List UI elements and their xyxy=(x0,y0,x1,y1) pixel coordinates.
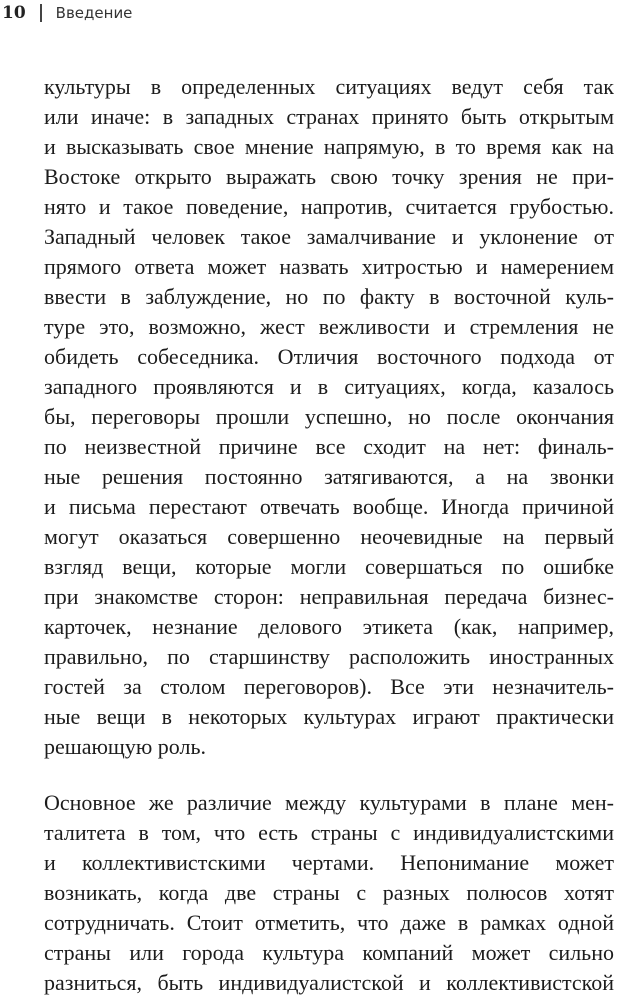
text-line: бы, переговоры прошли успешно, но после окончания xyxy=(44,404,614,429)
text-line: туре это, возможно, жест вежливости и стремления не xyxy=(44,314,614,339)
text-line: решающую роль. xyxy=(44,734,207,759)
text-line: западного проявляются и в ситуациях, когда, казалось xyxy=(44,374,614,399)
text-line: разниться, быть индивидуалистской и коллективистской xyxy=(44,970,614,995)
text-line: взгляд вещи, которые могли совершаться по ошибке xyxy=(44,554,614,579)
text-line: ные вещи в некоторых культурах играют практически xyxy=(44,704,614,729)
text-line: и коллективистскими чертами. Непонимание может xyxy=(44,850,614,875)
text-line: карточек, незнание делового этикета (как, например, xyxy=(44,614,614,639)
text-line: Западный человек такое замалчивание и уклонение от xyxy=(44,224,614,249)
paragraph-gap xyxy=(44,762,614,788)
text-line: нято и такое поведение, напротив, считается грубостью. xyxy=(44,194,614,219)
text-line: гостей за столом переговоров). Все эти незначитель- xyxy=(44,674,614,699)
text-line: и высказывать свое мнение напрямую, в то время как на xyxy=(44,134,614,159)
text-line: Основное же различие между культурами в плане мен- xyxy=(44,790,614,815)
paragraph-2 xyxy=(44,788,614,998)
text-line: при знакомстве сторон: неправильная передача бизнес- xyxy=(44,584,614,609)
paragraph-1 xyxy=(44,72,614,762)
text-line: культуры в определенных ситуациях ведут себя так xyxy=(44,74,614,99)
body-text xyxy=(44,72,614,998)
page-number: 10 xyxy=(2,3,26,23)
text-line: страны или города культура компаний может сильно xyxy=(44,940,614,965)
text-line: и письма перестают отвечать вообще. Иногда причиной xyxy=(44,494,614,519)
text-line: обидеть собеседника. Отличия восточного подхода от xyxy=(44,344,614,369)
text-line: прямого ответа может назвать хитростью и намерением xyxy=(44,254,614,279)
text-line: талитета в том, что есть страны с индивидуалистскими xyxy=(44,820,614,845)
text-line: Востоке открыто выражать свою точку зрения не при- xyxy=(44,164,614,189)
section-title: Введение xyxy=(55,4,133,22)
text-line: ные решения постоянно затягиваются, а на звонки xyxy=(44,464,614,489)
text-line: возникать, когда две страны с разных полюсов хотят xyxy=(44,880,614,905)
text-line: сотрудничать. Стоит отметить, что даже в рамках одной xyxy=(44,910,614,935)
text-line: или иначе: в западных странах принято быть открытым xyxy=(44,104,614,129)
header-divider xyxy=(40,4,42,22)
text-line: могут оказаться совершенно неочевидные на первый xyxy=(44,524,614,549)
running-header xyxy=(0,0,132,26)
text-line: ввести в заблуждение, но по факту в восточной куль- xyxy=(44,284,614,309)
text-line: по неизвестной причине все сходит на нет: финаль- xyxy=(44,434,614,459)
text-line: правильно, по старшинству расположить иностранных xyxy=(44,644,614,669)
